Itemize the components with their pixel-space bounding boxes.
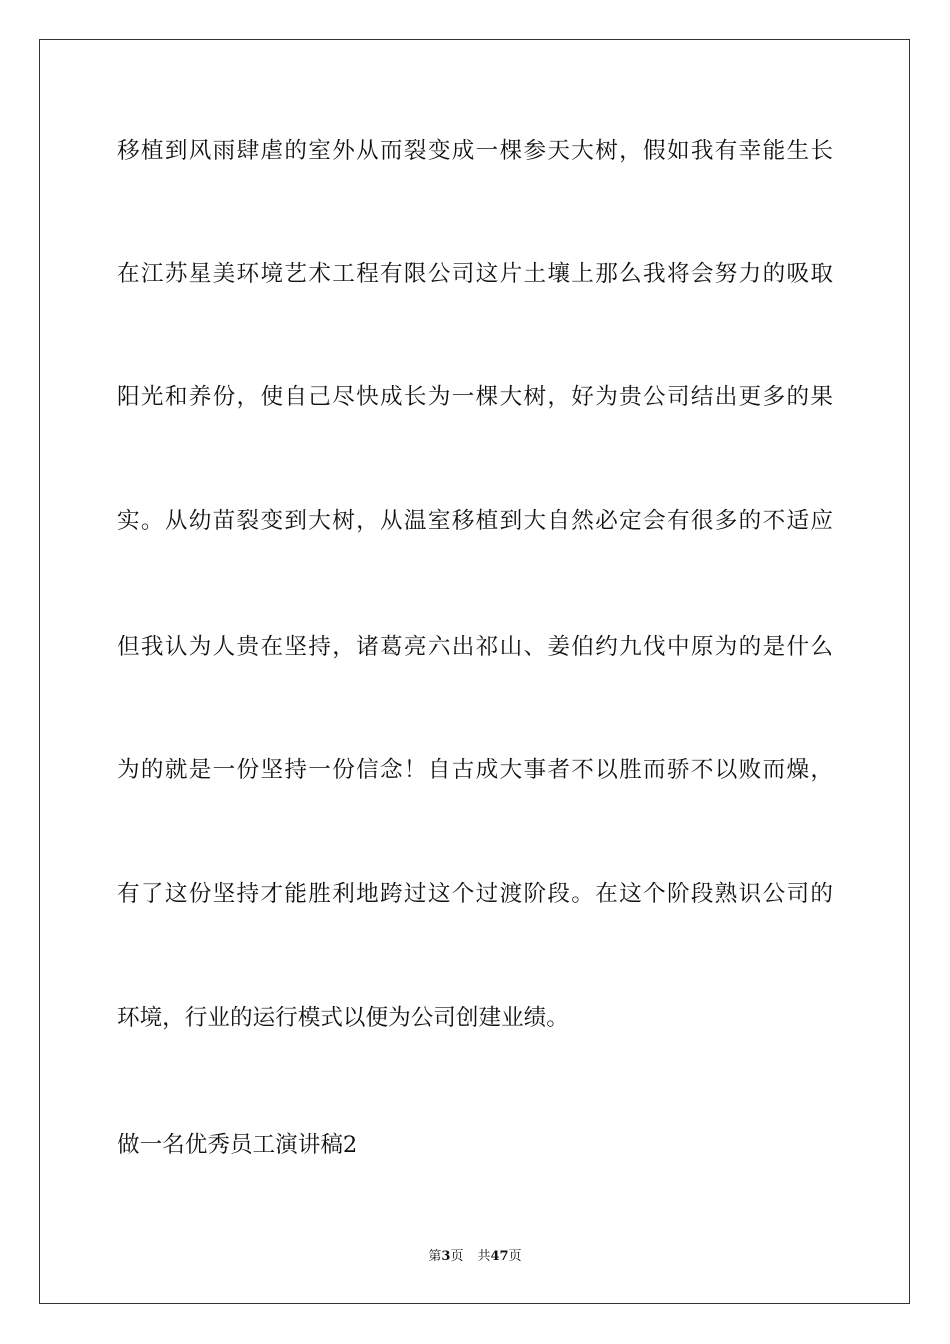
body-line-6: 为的就是一份坚持一份信念！自古成大事者不以胜而骄不以败而燥， bbox=[117, 757, 833, 783]
body-line-4: 实。从幼苗裂变到大树，从温室移植到大自然必定会有很多的不适应 bbox=[117, 508, 833, 534]
footer-page-number: 3 bbox=[441, 1249, 451, 1264]
footer-page-prefix: 第 bbox=[428, 1249, 442, 1264]
page-border bbox=[39, 39, 910, 1304]
section-heading: 做一名优秀员工演讲稿2 bbox=[117, 1132, 358, 1158]
body-line-5: 但我认为人贵在坚持，诸葛亮六出祁山、姜伯约九伐中原为的是什么 bbox=[117, 634, 833, 660]
footer-total-pages: 47 bbox=[490, 1249, 509, 1264]
body-line-3: 阳光和养份，使自己尽快成长为一棵大树，好为贵公司结出更多的果 bbox=[117, 384, 833, 410]
body-line-1: 移植到风雨肆虐的室外从而裂变成一棵参天大树，假如我有幸能生长 bbox=[117, 138, 833, 164]
body-line-2: 在江苏星美环境艺术工程有限公司这片土壤上那么我将会努力的吸取 bbox=[117, 261, 833, 287]
footer-total-prefix: 共 bbox=[477, 1249, 491, 1264]
body-line-8: 环境，行业的运行模式以便为公司创建业绩。 bbox=[117, 1005, 569, 1031]
footer-page-suffix: 页 bbox=[450, 1249, 464, 1264]
body-line-7: 有了这份坚持才能胜利地跨过这个过渡阶段。在这个阶段熟识公司的 bbox=[117, 881, 833, 907]
page-footer bbox=[0, 1248, 950, 1266]
footer-total-suffix: 页 bbox=[508, 1249, 522, 1264]
